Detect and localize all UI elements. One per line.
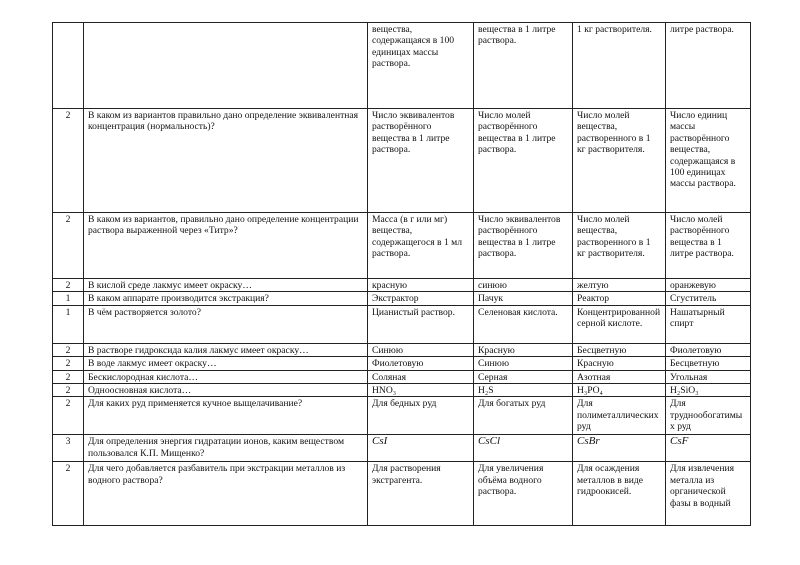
option-c-cell: Для полиметаллических руд (573, 397, 666, 435)
option-c-cell: Азотная (573, 370, 666, 383)
option-c-cell: CsBr (573, 435, 666, 462)
question-cell: Бескислородная кислота… (84, 370, 368, 383)
option-a-cell: Соляная (368, 370, 474, 383)
option-d-cell: CsF (666, 435, 751, 462)
quiz-table (52, 22, 751, 526)
question-cell: В каком из вариантов, правильно дано определение концентрации раствора выраженной через «Титр»? (84, 213, 368, 279)
option-c-cell: желтую (573, 279, 666, 292)
option-a-cell: Для бедных руд (368, 397, 474, 435)
option-d-cell: Число молей растворённого вещества в 1 литре раствора. (666, 213, 751, 279)
option-c-cell: Бесцветную (573, 343, 666, 356)
option-d-cell: Для труднообогатимых руд (666, 397, 751, 435)
option-b-cell: CsCl (474, 435, 573, 462)
table-row (53, 305, 751, 343)
option-a-cell: HNO₃ (368, 384, 474, 397)
table-row (53, 343, 751, 356)
option-d-cell: Бесцветную (666, 357, 751, 370)
points-cell: 2 (53, 357, 84, 370)
points-cell: 2 (53, 384, 84, 397)
option-a-cell: Фиолетовую (368, 357, 474, 370)
option-b-cell: вещества в 1 литре раствора. (474, 23, 573, 109)
question-cell: В каком из вариантов правильно дано определение эквивалентная концентрация (нормальность)? (84, 109, 368, 213)
option-b-cell: Серная (474, 370, 573, 383)
table-row (53, 370, 751, 383)
option-a-cell: красную (368, 279, 474, 292)
table-row (53, 357, 751, 370)
table-row (53, 435, 751, 462)
option-b-cell: Для увеличения объёма водного раствора. (474, 462, 573, 526)
option-a-cell: Цианистый раствор. (368, 305, 474, 343)
option-b-cell: Красную (474, 343, 573, 356)
option-a-cell: Число эквивалентов растворённого вещества в 1 литре раствора. (368, 109, 474, 213)
points-cell (53, 23, 84, 109)
option-c-cell: Для осаждения металлов в виде гидроокисей. (573, 462, 666, 526)
option-c-cell: Реактор (573, 292, 666, 305)
option-c-cell: Концентрированной серной кислоте. (573, 305, 666, 343)
question-cell: Одноосновная кислота… (84, 384, 368, 397)
option-d-cell: Нашатырный спирт (666, 305, 751, 343)
option-c-cell: Число молей вещества, растворенного в 1 кг растворителя. (573, 213, 666, 279)
table-row (53, 384, 751, 397)
option-c-cell: H₃PO₄ (573, 384, 666, 397)
points-cell: 2 (53, 213, 84, 279)
option-b-cell: Число молей растворённого вещества в 1 литре раствора. (474, 109, 573, 213)
question-cell: Для чего добавляется разбавитель при экстракции металлов из водного раствора? (84, 462, 368, 526)
question-cell: В воде лакмус имеет окраску… (84, 357, 368, 370)
option-d-cell: литре раствора. (666, 23, 751, 109)
option-d-cell: Угольная (666, 370, 751, 383)
points-cell: 2 (53, 279, 84, 292)
option-b-cell: Пачук (474, 292, 573, 305)
option-a-cell: Для растворения экстрагента. (368, 462, 474, 526)
option-a-cell: Экстрактор (368, 292, 474, 305)
question-cell: В каком аппарате производится экстракция? (84, 292, 368, 305)
table-row (53, 213, 751, 279)
option-d-cell: H₂SiO₃ (666, 384, 751, 397)
option-a-cell: CsI (368, 435, 474, 462)
points-cell: 2 (53, 343, 84, 356)
option-a-cell: Масса (в г или мг) вещества, содержащегося в 1 мл раствора. (368, 213, 474, 279)
table-row (53, 292, 751, 305)
document-page (52, 22, 750, 526)
points-cell: 2 (53, 109, 84, 213)
question-cell: В растворе гидроксида калия лакмус имеет окраску… (84, 343, 368, 356)
option-c-cell: 1 кг растворителя. (573, 23, 666, 109)
option-b-cell: Селеновая кислота. (474, 305, 573, 343)
option-a-cell: вещества, содержащаяся в 100 единицах массы раствора. (368, 23, 474, 109)
option-b-cell: Для богатых руд (474, 397, 573, 435)
question-cell (84, 23, 368, 109)
question-cell: Для определения энергия гидратации ионов, каким веществом пользовался К.П. Мищенко? (84, 435, 368, 462)
option-c-cell: Число молей вещества, растворенного в 1 кг растворителя. (573, 109, 666, 213)
table-row (53, 462, 751, 526)
points-cell: 1 (53, 292, 84, 305)
points-cell: 2 (53, 462, 84, 526)
option-d-cell: Фиолетовую (666, 343, 751, 356)
question-cell: Для каких руд применяется кучное выщелачивание? (84, 397, 368, 435)
points-cell: 1 (53, 305, 84, 343)
table-row (53, 397, 751, 435)
option-b-cell: Синюю (474, 357, 573, 370)
table-row (53, 279, 751, 292)
table-row (53, 23, 751, 109)
question-cell: В кислой среде лакмус имеет окраску… (84, 279, 368, 292)
table-row (53, 109, 751, 213)
question-cell: В чём растворяется золото? (84, 305, 368, 343)
option-b-cell: синюю (474, 279, 573, 292)
option-c-cell: Красную (573, 357, 666, 370)
option-d-cell: Число единиц массы растворённого вещества, содержащаяся в 100 единицах массы раствора. (666, 109, 751, 213)
option-a-cell: Синюю (368, 343, 474, 356)
points-cell: 3 (53, 435, 84, 462)
option-d-cell: Для извлечения металла из органической фазы в водный (666, 462, 751, 526)
option-b-cell: H₂S (474, 384, 573, 397)
option-b-cell: Число эквивалентов растворённого вещества в 1 литре раствора. (474, 213, 573, 279)
option-d-cell: оранжевую (666, 279, 751, 292)
points-cell: 2 (53, 397, 84, 435)
option-d-cell: Сгуститель (666, 292, 751, 305)
points-cell: 2 (53, 370, 84, 383)
